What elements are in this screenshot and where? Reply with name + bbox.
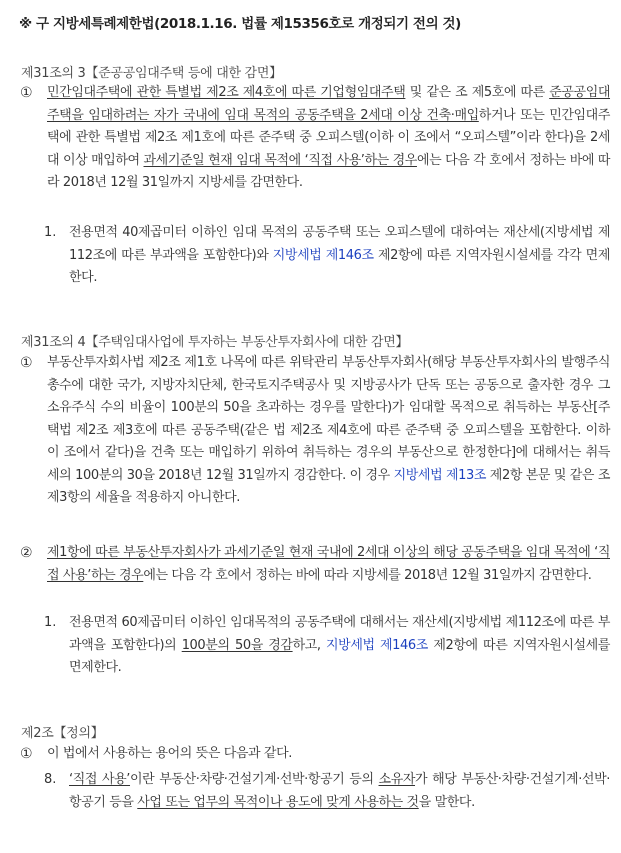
text-span: 에는 다음 각 호에서 정하는 바에 따라 지방세를 2018년 12월 31일까지 감면한다. xyxy=(143,567,592,583)
paragraph-text xyxy=(47,82,610,195)
article-31-4-title: 제31조의 4【주택임대사업에 투자하는 부동산투자회사에 대한 감면】 xyxy=(21,335,409,350)
text-span: 이 법에서 사용하는 용어의 뜻은 다음과 같다. xyxy=(47,746,292,761)
paragraph-text xyxy=(47,352,610,510)
article-31-4-paragraph-2 xyxy=(20,542,610,587)
text-span: 에는 다음 각 호에서 정하는 바에 따라 2018년 12월 31일까지 지방세를 감면한다. xyxy=(47,152,610,190)
underlined-text: 준공공임대주택을 임대하려는 자가 국내에 임대 목적의 공동주택을 2세대 이상 건축·매입 xyxy=(47,85,611,123)
text-span: 제2항에 따른 지역자원시설세를 면제한다. xyxy=(69,637,610,675)
paragraph-number: ② xyxy=(20,545,33,561)
item-number: 8. xyxy=(44,772,57,787)
text-span: 제2항에 따른 지역자원시설세를 각각 면제한다. xyxy=(69,247,610,285)
article-31-3-title: 제31조의 3【준공공임대주택 등에 대한 감면】 xyxy=(21,66,282,81)
underlined-text: 과세기준일 현재 임대 목적에 ‘직접 사용’하는 경우 xyxy=(143,152,417,168)
paragraph-text xyxy=(47,743,610,766)
item-text xyxy=(69,769,610,814)
law-link[interactable]: 지방세법 제13조 xyxy=(393,467,487,483)
underlined-text: 민간임대주택에 관한 특별법 제2조 제4호에 따른 기업형임대주택 xyxy=(47,85,406,100)
underlined-text: 제1항에 따른 부동산투자회사가 과세기준일 현재 국내에 2세대 이상의 해당 공동주택을 임대 목적에 ‘직접 사용’하는 경우 xyxy=(47,545,610,583)
item-text xyxy=(69,612,610,680)
paragraph-number: ① xyxy=(20,355,33,371)
underlined-text: ‘직접 사용’ xyxy=(69,772,131,787)
item-text xyxy=(69,222,610,290)
paragraph-text xyxy=(47,542,610,587)
text-span: 을 말한다. xyxy=(418,794,475,810)
text-span: 및 같은 조 제5호에 따른 xyxy=(405,85,550,100)
item-number: 1. xyxy=(44,615,57,630)
paragraph-number: ① xyxy=(20,746,33,762)
item-number: 1. xyxy=(44,225,57,240)
article-31-4-paragraph-1 xyxy=(20,352,610,510)
article-31-3-paragraph-1 xyxy=(20,82,610,195)
text-span: 하거나 또는 민간임대주택에 관한 특별법 제2조 제1호에 따른 준주택 중 오피스텔(이하 이 조에서 “오피스텔”이라 한다)을 2세대 이상 매입하여 xyxy=(47,107,610,168)
text-span: 가 해당 부동산·차량·건설기계·선박·항공기 등을 xyxy=(69,772,610,810)
article-31-4-item-1 xyxy=(44,612,610,680)
article-2-paragraph-1 xyxy=(20,743,610,766)
paragraph-number: ① xyxy=(20,85,33,101)
underlined-text: 소유자 xyxy=(378,772,416,787)
article-2-title: 제2조【정의】 xyxy=(21,726,104,741)
text-span: 부동산투자회사법 제2조 제1호 나목에 따른 위탁관리 부동산투자회사(해당 부동산투자회사의 발행주식 총수에 대한 국가, 지방자치단체, 한국토지주택공사 및 지방공사가 단독 또는 공동으로 출자한 경우 그 소유주식 수의 비율이 100분의 50을 초과하는 경우를 말한다)가 임대할 목적으로 취득하는 부동산[주택법 제2조 제3호에 따른 공동주택(같은 법 제2조 제4호에 따른 준주택 중 오피스텔을 포함한다. 이하 이 조에서 같다)을 건축 또는 매입하기 위하여 취득하는 경우의 부동산으로 한정한다]에 대해서는 취득세의 100분의 30을 2018년 12월 31일까지 경감한다. 이 경우 xyxy=(47,355,610,483)
document-header: ※ 구 지방세특례제한법(2018.1.16. 법률 제15356호로 개정되기 전의 것) xyxy=(19,16,461,32)
underlined-text: 사업 또는 업무의 목적이나 용도에 맞게 사용하는 것 xyxy=(137,794,419,810)
law-link[interactable]: 지방세법 제146조 xyxy=(272,247,374,263)
law-link[interactable]: 지방세법 제146조 xyxy=(326,637,428,653)
text-span: 하고, xyxy=(292,637,327,653)
underlined-text: 100분의 50을 경감 xyxy=(181,637,293,653)
text-span: 전용면적 60제곱미터 이하인 임대목적의 공동주택에 대해서는 재산세(지방세법 제112조에 따른 부과액을 포함한다)의 xyxy=(69,615,610,653)
text-span: 전용면적 40제곱미터 이하인 임대 목적의 공동주택 또는 오피스텔에 대하여는 재산세(지방세법 제112조에 따른 부과액을 포함한다)와 xyxy=(69,225,610,263)
text-span: 이란 부동산·차량·건설기계·선박·항공기 등의 xyxy=(130,772,379,787)
article-31-3-item-1 xyxy=(44,222,610,290)
text-span: 제2항 본문 및 같은 조 제3항의 세율을 적용하지 아니한다. xyxy=(47,467,610,505)
article-2-item-8 xyxy=(44,769,610,814)
